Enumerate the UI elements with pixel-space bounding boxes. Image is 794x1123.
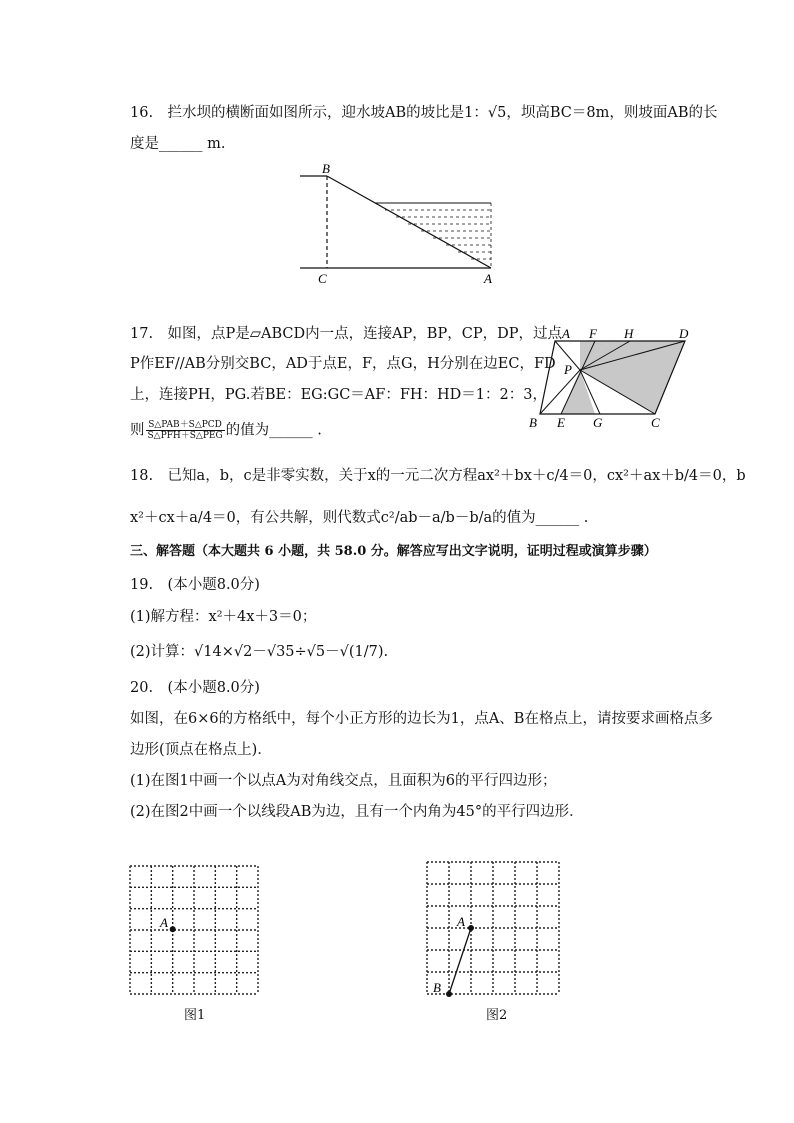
q20-part2: (2)在图2中画一个以线段AB为边，且有一个内角为45°的平行四边形． (130, 804, 584, 820)
fraction-denominator: S△PFH＋S△PEG (147, 431, 223, 441)
fraction-numerator: S△PAB＋S△PCD (146, 420, 225, 431)
label-A: A (457, 914, 465, 929)
q17-line4: 则 $\frac{\text{S△PAB＋S△PCD}}{\text{S△PFH＋S△PEG}}$ 的值为______ . (130, 420, 322, 441)
label-H: H (624, 326, 634, 341)
grid-lines (130, 866, 258, 994)
q16-line1: 16. 拦水坝的横断面如图所示，迎水坡AB的坡比是1：√5，坝高BC＝8m，则坡面AB的长 (130, 105, 718, 121)
section-heading: 三、解答题（本大题共 6 小题，共 58.0 分。解答应写出文字说明，证明过程或演算步骤） (130, 544, 657, 559)
label-B: B (433, 980, 441, 995)
label-P: P (564, 362, 572, 377)
label-G: G (593, 415, 603, 430)
point-A (170, 926, 176, 932)
q18-line2: x²＋cx＋a/4＝0，有公共解，则代数式c²/ab－a/b－b/a的值为______ . (130, 510, 589, 526)
point-A (468, 925, 474, 931)
label-B: B (529, 415, 537, 430)
figure-2-caption: 图2 (486, 1008, 508, 1023)
point-B (446, 991, 452, 997)
q20-line2: 边形(顶点在格点上)． (130, 742, 272, 758)
label-E: E (557, 415, 565, 430)
q20-head: 20. (本小题8.0分) (130, 680, 260, 696)
parallelogram-figure (525, 325, 700, 430)
dam-cross-section-figure (295, 160, 505, 290)
label-B: B (322, 161, 330, 176)
q19-part1: (1)解方程：x²＋4x＋3＝0； (130, 609, 317, 625)
label-C: C (318, 271, 327, 286)
label-A: A (484, 271, 492, 286)
q20-part1: (1)在图1中画一个以点A为对角线交点，且面积为6的平行四边形； (130, 773, 557, 789)
grid-figure-1 (130, 866, 258, 994)
segment-AB (449, 928, 471, 994)
q17-line3: 上，连接PH，PG.若BE：EG:GC＝AF：FH：HD＝1：2：3， (130, 387, 547, 403)
q16-line2: 度是______ m. (130, 136, 226, 152)
figure-1-caption: 图1 (184, 1008, 206, 1023)
grid-figure-2 (427, 862, 559, 994)
q17-line1: 17. 如图，点P是▱ABCD内一点，连接AP，BP，CP，DP，过点 (130, 326, 562, 342)
grid-lines (427, 862, 559, 994)
label-F: F (589, 326, 597, 341)
label-A: A (160, 915, 168, 930)
label-D: D (679, 326, 689, 341)
q19-head: 19. (本小题8.0分) (130, 577, 260, 593)
q20-line1: 如图，在6×6的方格纸中，每个小正方形的边长为1，点A、B在格点上，请按要求画格点多 (130, 711, 713, 727)
label-A: A (562, 326, 570, 341)
label-C: C (651, 415, 660, 430)
q19-part2: (2)计算：√14×√2－√35÷√5－√(1/7). (130, 644, 389, 660)
q18-line1: 18. 已知a，b，c是非零实数，关于x的一元二次方程ax²＋bx＋c/4＝0，cx²＋ax＋b/4＝0，b (130, 468, 746, 484)
q17-line2: P作EF//AB分别交BC，AD于点E，F，点G，H分别在边EC，FD (130, 356, 556, 372)
